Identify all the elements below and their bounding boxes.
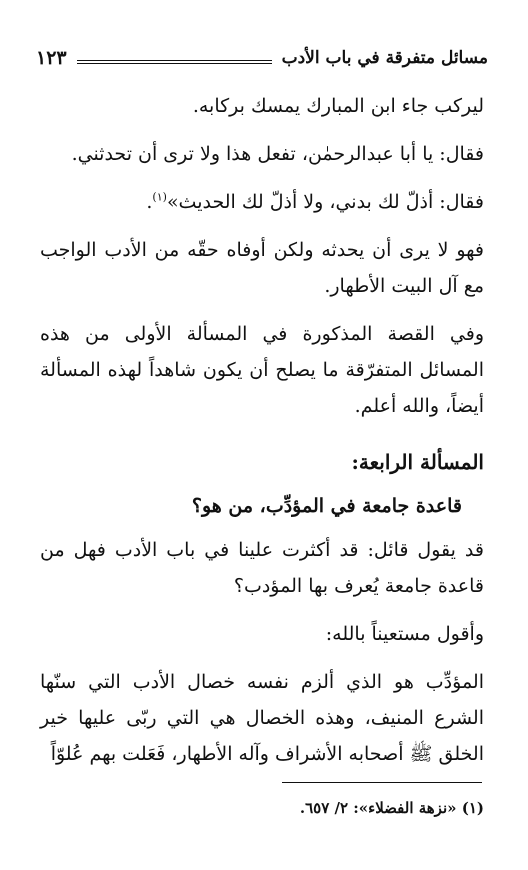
header-rule	[77, 60, 272, 64]
paragraph-5: وفي القصة المذكورة في المسألة الأولى من هذه المسائل المتفرّقة ما يصلح أن يكون شاهداً لهذه المسألة أيضاً، والله أعلم.	[40, 323, 484, 417]
section-title: المسألة الرابعة:	[351, 450, 484, 474]
paragraph-4: فهو لا يرى أن يحدثه ولكن أوفاه حقّه من الأدب الواجب مع آل البيت الأطهار.	[40, 239, 484, 297]
footnote-marker[interactable]: (١)	[152, 190, 167, 204]
paragraph-8: المؤدِّب هو الذي ألزم نفسه خصال الأدب التي سنّها الشرع المنيف، وهذه الخصال هي التي ربّى عليها خير الخلق ﷺ أصحابه الأشراف وآله الأطهار، فَعَلت بهم عُلوّاً	[40, 671, 484, 765]
page-number: ١٢٣	[36, 47, 67, 69]
running-title: مسائل متفرقة في باب الأدب	[281, 48, 488, 68]
page-header	[36, 44, 488, 72]
paragraph-3-end: .	[146, 191, 153, 213]
paragraph-7: وأقول مستعيناً بالله:	[325, 623, 484, 645]
body-text	[40, 88, 484, 784]
subsection-title: قاعدة جامعة في المؤدِّب، من هو؟	[191, 495, 462, 517]
footnote: (١) «نزهة الفضلاء»: ٢/ ٦٥٧.	[299, 799, 484, 817]
paragraph-2: فقال: يا أبا عبدالرحمٰن، تفعل هذا ولا ترى أن تحدثني.	[71, 143, 484, 165]
paragraph-1: ليركب جاء ابن المبارك يمسك بركابه.	[192, 95, 484, 117]
paragraph-3	[40, 184, 484, 220]
paragraph-6: قد يقول قائل: قد أكثرت علينا في باب الأدب فهل من قاعدة جامعة يُعرف بها المؤدب؟	[40, 539, 484, 597]
paragraph-3-text: فقال: أذلّ لك بدني، ولا أذلّ لك الحديث»	[166, 191, 484, 213]
footnote-separator	[282, 782, 482, 783]
